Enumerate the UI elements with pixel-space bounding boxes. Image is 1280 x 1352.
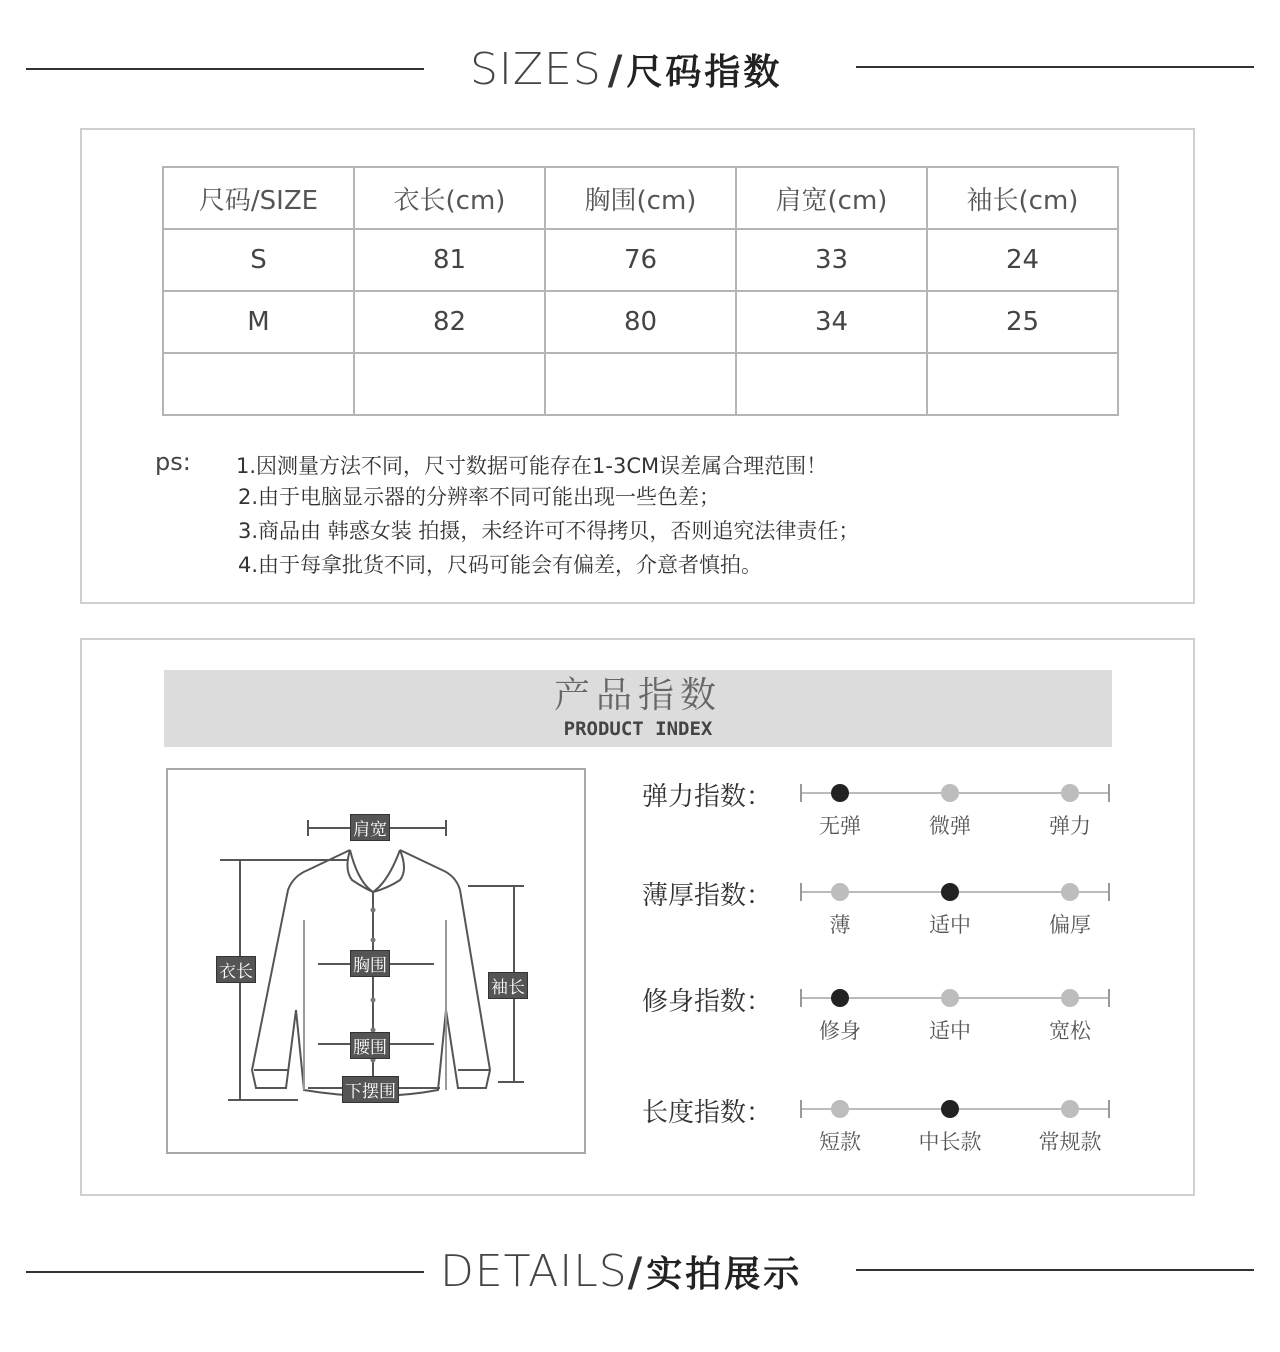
size-table-header: 衣长(cm) [354, 167, 545, 229]
product-index-banner [164, 670, 1112, 747]
note-item: 4.由于每拿批货不同，尺码可能会有偏差，介意者慎拍。 [238, 553, 763, 577]
index-dot [831, 1100, 849, 1118]
index-dot-selected [941, 883, 959, 901]
table-row [163, 353, 1118, 415]
index-scale-tick [800, 989, 802, 1007]
table-row [163, 229, 1118, 291]
details-header-en: DETAILS [440, 1246, 628, 1297]
size-table [162, 166, 1119, 416]
index-dot [831, 883, 849, 901]
index-option-label: 微弹 [929, 814, 971, 838]
shoulder-cell [736, 353, 927, 415]
index-option-label: 薄 [829, 913, 851, 937]
index-scale-tick [800, 784, 802, 802]
index-dot-selected [831, 784, 849, 802]
sizes-header [470, 44, 782, 95]
product-index-title: 产品指数 [553, 675, 722, 716]
index-scale-tick [800, 883, 802, 901]
index-dot [1061, 784, 1079, 802]
index-dot-selected [941, 1100, 959, 1118]
sleeve-cell: 25 [927, 291, 1118, 353]
index-label: 修身指数： [642, 987, 773, 1017]
size-table-header-row [163, 167, 1118, 229]
index-dot [941, 989, 959, 1007]
sleeve-cell [927, 353, 1118, 415]
index-dot [1061, 1100, 1079, 1118]
index-scale-tick [800, 1100, 802, 1118]
index-label: 薄厚指数： [642, 881, 773, 911]
shoulder-cell: 34 [736, 291, 927, 353]
size-table-header: 袖长(cm) [927, 167, 1118, 229]
index-option-label: 适中 [929, 1019, 971, 1043]
chest-cell [545, 353, 736, 415]
shoulder-cell: 33 [736, 229, 927, 291]
index-option-label: 适中 [929, 913, 971, 937]
index-scale-tick [1108, 883, 1110, 901]
index-dot [1061, 883, 1079, 901]
index-option-label: 修身 [819, 1019, 861, 1043]
note-item: 2.由于电脑显示器的分辨率不同可能出现一些色差； [238, 485, 721, 509]
index-option-label: 中长款 [918, 1130, 982, 1154]
chest-cell: 76 [545, 229, 736, 291]
diagram-label-sleeve: 袖长 [488, 972, 528, 999]
sizes-header-cn: 尺码指数 [626, 52, 783, 93]
details-header-right-rule [856, 1269, 1254, 1271]
index-scale-tick [1108, 784, 1110, 802]
diagram-label-shoulder: 肩宽 [350, 814, 390, 841]
product-index-subtitle: PRODUCT INDEX [563, 718, 713, 740]
diagram-label-length: 衣长 [216, 956, 256, 983]
size-cell: M [163, 291, 354, 353]
measurement-diagram [166, 768, 586, 1154]
details-header-cn: 实拍展示 [646, 1254, 803, 1295]
table-row [163, 291, 1118, 353]
diagram-label-hem: 下摆围 [342, 1076, 399, 1103]
size-cell: S [163, 229, 354, 291]
index-dot-selected [831, 989, 849, 1007]
sleeve-cell: 24 [927, 229, 1118, 291]
index-option-label: 偏厚 [1049, 913, 1091, 937]
sizes-header-right-rule [856, 66, 1254, 68]
size-table-header: 肩宽(cm) [736, 167, 927, 229]
diagram-label-chest: 胸围 [350, 950, 390, 977]
index-label: 长度指数： [642, 1098, 773, 1128]
size-cell [163, 353, 354, 415]
index-dot [941, 784, 959, 802]
details-header-slash: / [627, 1250, 643, 1296]
index-label: 弹力指数： [642, 782, 773, 812]
sizes-header-en: SIZES [470, 44, 602, 95]
index-dot [1061, 989, 1079, 1007]
chest-cell: 80 [545, 291, 736, 353]
sizes-header-slash: / [607, 48, 623, 94]
sizes-header-left-rule [26, 68, 424, 70]
size-table-header: 尺码/SIZE [163, 167, 354, 229]
diagram-label-waist: 腰围 [350, 1032, 390, 1059]
details-header [440, 1246, 802, 1297]
size-table-header: 胸围(cm) [545, 167, 736, 229]
details-header-left-rule [26, 1271, 424, 1273]
index-scale-tick [1108, 1100, 1110, 1118]
index-option-label: 短款 [819, 1130, 861, 1154]
notes-label: ps: [155, 448, 191, 476]
note-item: 3.商品由 韩惑女装 拍摄，未经许可不得拷贝，否则追究法律责任； [238, 519, 860, 543]
note-item: 1.因测量方法不同，尺寸数据可能存在1-3CM误差属合理范围！ [236, 454, 828, 478]
length-cell: 81 [354, 229, 545, 291]
index-option-label: 常规款 [1038, 1130, 1102, 1154]
index-scale-tick [1108, 989, 1110, 1007]
index-option-label: 无弹 [819, 814, 861, 838]
length-cell: 82 [354, 291, 545, 353]
index-option-label: 宽松 [1049, 1019, 1091, 1043]
index-option-label: 弹力 [1049, 814, 1091, 838]
length-cell [354, 353, 545, 415]
